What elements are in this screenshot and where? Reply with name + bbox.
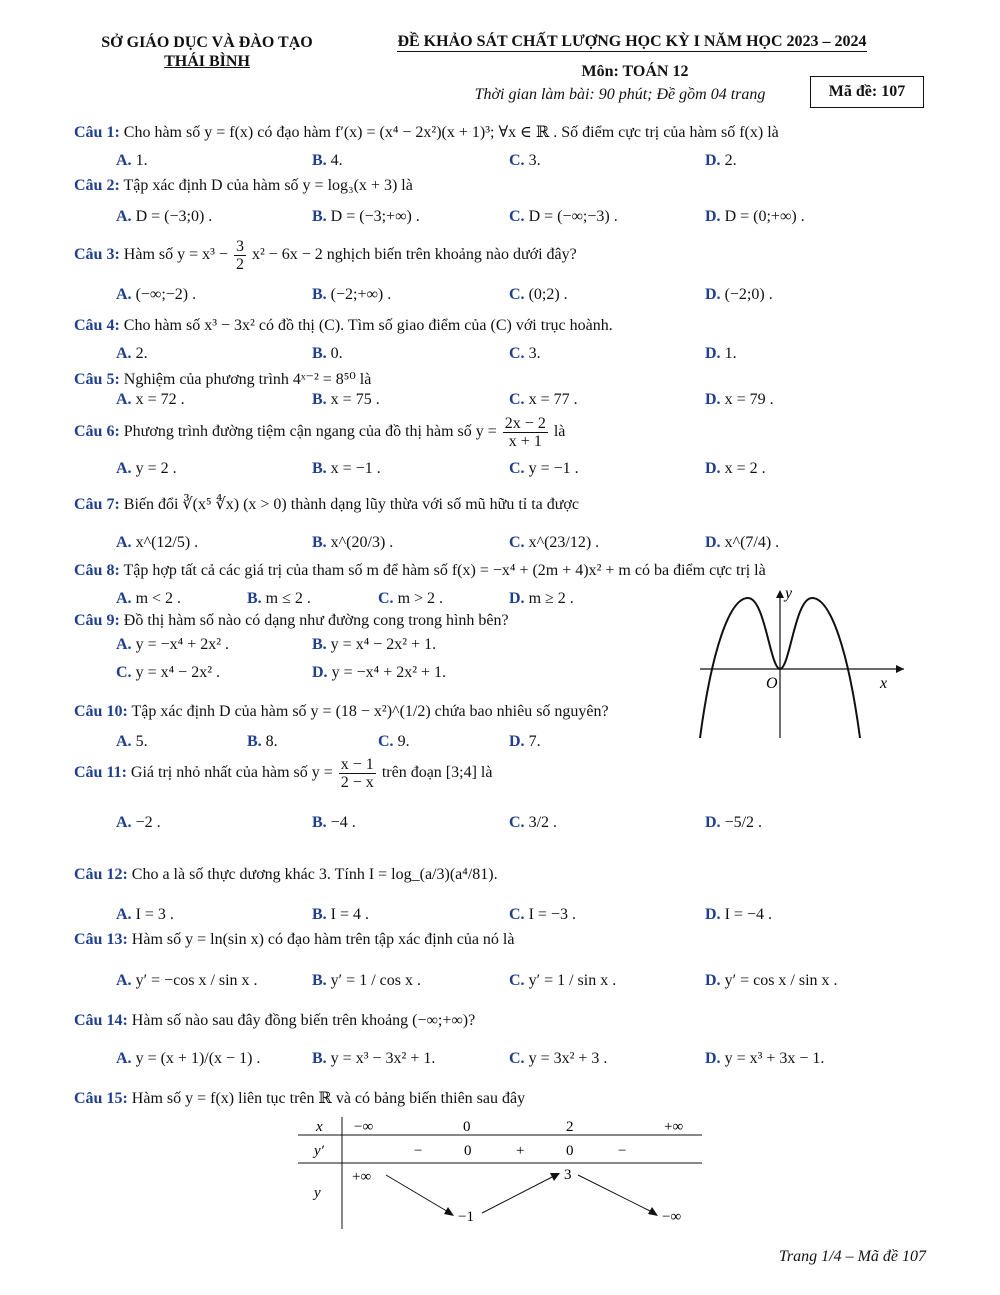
- question-text: Cho hàm số y = f(x) có đạo hàm f′(x) = (x⁴ − 2x²)(x + 1)³; ∀x ∈ ℝ . Số điểm cực trị của hàm số f(x) là: [123, 124, 779, 141]
- q8-option-c[interactable]: C. m > 2 .: [378, 590, 444, 607]
- q8-option-b[interactable]: B. m ≤ 2 .: [247, 590, 311, 607]
- q6-option-b[interactable]: B. x = −1 .: [312, 460, 381, 477]
- sign-value: +: [516, 1143, 525, 1159]
- y-value: −∞: [662, 1209, 682, 1225]
- q4-option-d[interactable]: D. 1.: [705, 345, 737, 362]
- q6-option-a[interactable]: A. y = 2 .: [116, 460, 177, 477]
- question-12: Câu 12: Cho a là số thực dương khác 3. Tính I = log_(a/3)(a⁴/81).: [74, 866, 498, 883]
- q6-option-c[interactable]: C. y = −1 .: [509, 460, 579, 477]
- q12-option-c[interactable]: C. I = −3 .: [509, 906, 576, 923]
- sign-value: 0: [464, 1143, 472, 1159]
- q12-option-b[interactable]: B. I = 4 .: [312, 906, 370, 923]
- q5-option-a[interactable]: A. x = 72 .: [116, 391, 185, 408]
- exam-title-text: ĐỀ KHẢO SÁT CHẤT LƯỢNG HỌC KỲ I NĂM HỌC 2023 – 2024: [397, 33, 867, 50]
- q13-option-b[interactable]: B. y′ = 1 / cos x .: [312, 972, 421, 989]
- sign-value: −: [414, 1143, 423, 1159]
- question-4: Câu 4: Cho hàm số x³ − 3x² có đồ thị (C). Tìm số giao điểm của (C) với trục hoành.: [74, 317, 613, 334]
- question-14: Câu 14: Hàm số nào sau đây đồng biến trên khoảng (−∞;+∞)?: [74, 1012, 476, 1029]
- arrow-down-1: [386, 1175, 450, 1213]
- question-6: Câu 6: Phương trình đường tiệm cận ngang của đồ thị hàm số y = $\frac{2x - 2}{x + 1}$ là: [74, 415, 566, 450]
- department-header: [72, 33, 342, 71]
- arrow-up: [482, 1175, 556, 1213]
- question-7: Câu 7: Biến đổi ∛(x⁵ ∜x) (x > 0) thành dạng lũy thừa với số mũ hữu tỉ ta được: [74, 496, 579, 513]
- department-line2: THÁI BÌNH: [164, 53, 250, 70]
- question-1: Câu 1: Cho hàm số y = f(x) có đạo hàm f′(x) = (x⁴ − 2x²)(x + 1)³; ∀x ∈ ℝ . Số điểm cực trị của hàm số f(x) là: [74, 124, 779, 141]
- q5-option-b[interactable]: B. x = 75 .: [312, 391, 380, 408]
- q3-option-d[interactable]: D. (−2;0) .: [705, 286, 773, 303]
- q13-option-c[interactable]: C. y′ = 1 / sin x .: [509, 972, 617, 989]
- time-info: Thời gian làm bài: 90 phút; Đề gồm 04 trang: [474, 86, 766, 103]
- question-5: Câu 5: Nghiệm của phương trình 4ˣ⁻² = 8⁵⁰ là: [74, 371, 372, 388]
- q3-option-c[interactable]: C. (0;2) .: [509, 286, 568, 303]
- q2-option-c[interactable]: C. D = (−∞;−3) .: [509, 208, 618, 225]
- q5-option-d[interactable]: D. x = 79 .: [705, 391, 774, 408]
- q4-option-c[interactable]: C. 3.: [509, 345, 541, 362]
- q14-option-d[interactable]: D. y = x³ + 3x − 1.: [705, 1050, 825, 1067]
- row-label-x: x: [316, 1119, 323, 1135]
- q10-option-c[interactable]: C. 9.: [378, 733, 410, 750]
- page-footer: Trang 1/4 – Mã đề 107: [778, 1248, 926, 1265]
- arrow-head: [444, 1207, 454, 1216]
- quartic-graph-figure: [690, 588, 910, 738]
- question-3: Câu 3: Hàm số y = x³ − $\frac{3}{2}$ x² − 6x − 2 nghịch biến trên khoảng nào dưới đây?: [74, 238, 577, 273]
- arrow-head: [648, 1207, 658, 1216]
- subject: Môn: TOÁN 12: [581, 63, 689, 80]
- q2-option-b[interactable]: B. D = (−3;+∞) .: [312, 208, 420, 225]
- q3-option-b[interactable]: B. (−2;+∞) .: [312, 286, 392, 303]
- y-value: 3: [564, 1167, 572, 1183]
- x-axis-label: x: [880, 675, 888, 692]
- q14-option-b[interactable]: B. y = x³ − 3x² + 1.: [312, 1050, 436, 1067]
- department-line1: SỞ GIÁO DỤC VÀ ĐÀO TẠO: [101, 34, 313, 51]
- q9-option-a[interactable]: A. y = −x⁴ + 2x² .: [116, 636, 230, 653]
- q1-option-b[interactable]: B. 4.: [312, 152, 343, 169]
- y-axis-label: y: [785, 588, 793, 602]
- q13-option-d[interactable]: D. y′ = cos x / sin x .: [705, 972, 838, 989]
- row-label-yprime: y′: [314, 1143, 324, 1159]
- question-10: Câu 10: Tập xác định D của hàm số y = (18 − x²)^(1/2) chứa bao nhiêu số nguyên?: [74, 703, 609, 720]
- row-label-y: y: [314, 1185, 321, 1201]
- q3-option-a[interactable]: A. (−∞;−2) .: [116, 286, 197, 303]
- q4-option-b[interactable]: B. 0.: [312, 345, 343, 362]
- q8-option-d[interactable]: D. m ≥ 2 .: [509, 590, 574, 607]
- q1-option-a[interactable]: A. 1.: [116, 152, 148, 169]
- q2-option-d[interactable]: D. D = (0;+∞) .: [705, 208, 805, 225]
- q11-option-d[interactable]: D. −5/2 .: [705, 814, 763, 831]
- q1-option-c[interactable]: C. 3.: [509, 152, 541, 169]
- question-text: Tập xác định D của hàm số y = log₃(x + 3) là: [123, 177, 413, 194]
- x-axis-arrow: [896, 665, 904, 673]
- q9-option-d[interactable]: D. y = −x⁴ + 2x² + 1.: [312, 664, 447, 681]
- question-9: Câu 9: Đồ thị hàm số nào có dạng như đường cong trong hình bên?: [74, 612, 509, 629]
- q6-option-d[interactable]: D. x = 2 .: [705, 460, 766, 477]
- q14-option-c[interactable]: C. y = 3x² + 3 .: [509, 1050, 608, 1067]
- q11-option-c[interactable]: C. 3/2 .: [509, 814, 558, 831]
- sign-value: −: [618, 1143, 627, 1159]
- q10-option-b[interactable]: B. 8.: [247, 733, 278, 750]
- q11-option-b[interactable]: B. −4 .: [312, 814, 356, 831]
- q9-option-c[interactable]: C. y = x⁴ − 2x² .: [116, 664, 220, 681]
- q14-option-a[interactable]: A. y = (x + 1)/(x − 1) .: [116, 1050, 261, 1067]
- q9-option-b[interactable]: B. y = x⁴ − 2x² + 1.: [312, 636, 437, 653]
- q12-option-d[interactable]: D. I = −4 .: [705, 906, 772, 923]
- sign-value: 0: [566, 1143, 574, 1159]
- y-value: −1: [458, 1209, 474, 1225]
- question-11: Câu 11: Giá trị nhỏ nhất của hàm số y = $\frac{x - 1}{2 - x}$ trên đoạn [3;4] là: [74, 756, 493, 791]
- q13-option-a[interactable]: A. y′ = −cos x / sin x .: [116, 972, 258, 989]
- arrow-down-2: [578, 1175, 654, 1213]
- q7-option-b[interactable]: B. x^(20/3) .: [312, 534, 394, 551]
- exam-title: [362, 33, 902, 51]
- q4-option-a[interactable]: A. 2.: [116, 345, 148, 362]
- q7-option-d[interactable]: D. x^(7/4) .: [705, 534, 780, 551]
- x-value: 2: [566, 1119, 574, 1135]
- origin-label: O: [766, 675, 778, 692]
- q1-option-d[interactable]: D. 2.: [705, 152, 737, 169]
- q7-option-c[interactable]: C. x^(23/12) .: [509, 534, 600, 551]
- exam-code-box: Mã đề: 107: [810, 76, 924, 108]
- q10-option-a[interactable]: A. 5.: [116, 733, 148, 750]
- q5-option-c[interactable]: C. x = 77 .: [509, 391, 578, 408]
- question-2: Câu 2: Tập xác định D của hàm số y = log₃(x + 3) là: [74, 177, 413, 194]
- question-13: Câu 13: Hàm số y = ln(sin x) có đạo hàm trên tập xác định của nó là: [74, 931, 515, 948]
- y-value: +∞: [352, 1169, 372, 1185]
- x-value: 0: [463, 1119, 471, 1135]
- q7-option-a[interactable]: A. x^(12/5) .: [116, 534, 199, 551]
- q11-option-a[interactable]: A. −2 .: [116, 814, 161, 831]
- x-value: −∞: [354, 1119, 374, 1135]
- question-15: Câu 15: Hàm số y = f(x) liên tục trên ℝ và có bảng biến thiên sau đây: [74, 1090, 526, 1107]
- q8-option-a[interactable]: A. m < 2 .: [116, 590, 182, 607]
- q12-option-a[interactable]: A. I = 3 .: [116, 906, 174, 923]
- q2-option-a[interactable]: A. D = (−3;0) .: [116, 208, 213, 225]
- variation-table: [298, 1117, 702, 1229]
- x-value: +∞: [664, 1119, 684, 1135]
- q10-option-d[interactable]: D. 7.: [509, 733, 541, 750]
- y-axis-arrow: [776, 590, 784, 598]
- question-8: Câu 8: Tập hợp tất cả các giá trị của tham số m để hàm số f(x) = −x⁴ + (2m + 4)x² + m có ba điểm cực trị là: [74, 562, 766, 579]
